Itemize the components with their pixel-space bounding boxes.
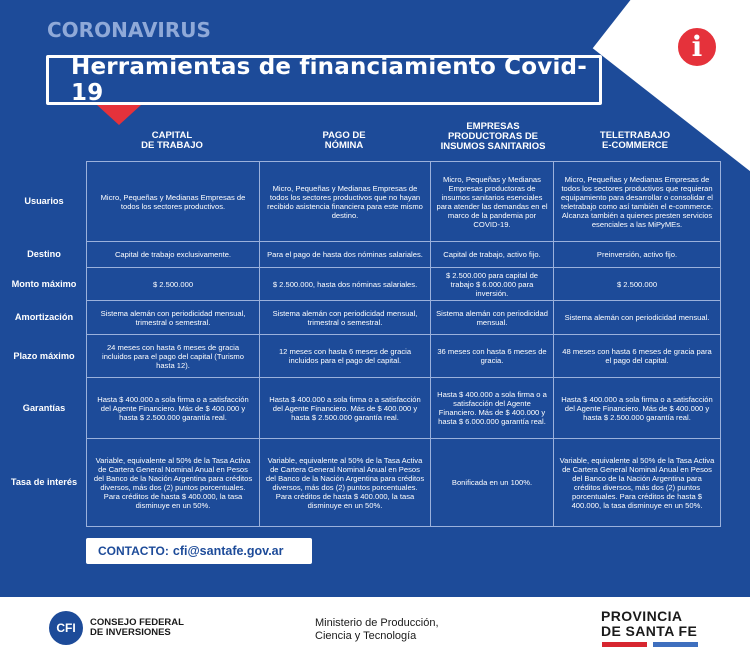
column-header-insumos	[432, 121, 554, 152]
table-cell: Preinversión, activo fijo.	[553, 241, 721, 268]
table-cell: Hasta $ 400.000 a sola firma o a satisfacción del Agente Financiero. Más de $ 400.000 y hasta $ 2.500.000 garantía real.	[553, 377, 721, 439]
table-cell: Micro, Pequeñas y Medianas Empresas de todos los sectores productivos.	[86, 161, 260, 242]
table-row-monto	[11, 267, 723, 300]
table-cell: Variable, equivalente al 50% de la Tasa Activa de Cartera General Nominal Anual en Pesos del Banco de la Nación Argentina para créditos diversos, más dos (2) puntos porcentuales. Para créditos de hasta $ 400.000, la tasa disminuye en un 50%.	[553, 438, 721, 527]
table-cell: Hasta $ 400.000 a sola firma o a satisfacción del Agente Financiero. Más de $ 400.000 y hasta $ 6.000.000 garantía real.	[430, 377, 554, 439]
table-cell: Capital de trabajo exclusivamente.	[86, 241, 260, 268]
table-cell: $ 2.500.000	[86, 267, 260, 301]
province-flag-icon	[602, 642, 698, 647]
table-cell: $ 2.500.000, hasta dos nóminas salariales.	[259, 267, 431, 301]
row-label: Monto máximo	[11, 278, 77, 289]
column-header-label: CAPITAL DE TRABAJO	[141, 130, 203, 151]
financing-table	[10, 161, 723, 526]
cfi-logo: CFI	[49, 611, 83, 645]
cfi-name-line2: DE INVERSIONES	[90, 627, 171, 638]
table-row-amortizacion	[14, 300, 723, 334]
column-header-teletrabajo	[574, 125, 696, 151]
table-cell: 24 meses con hasta 6 meses de gracia incluidos para el pago del capital (Turismo hasta 12).	[86, 334, 260, 378]
province-logo	[601, 609, 697, 639]
table-cell: 36 meses con hasta 6 meses de gracia.	[430, 334, 554, 378]
row-label: Garantías	[22, 402, 66, 413]
ministry-line2: Ciencia y Tecnología	[315, 630, 417, 642]
row-label: Tasa de interés	[10, 477, 78, 487]
table-row-usuarios	[24, 161, 723, 241]
column-header-label: EMPRESAS PRODUCTORAS DE INSUMOS SANITARIOS	[440, 121, 546, 152]
table-cell: Hasta $ 400.000 a sola firma o a satisfacción del Agente Financiero. Más de $ 400.000 y hasta $ 2.500.000 garantía real.	[259, 377, 431, 439]
contact-box	[86, 538, 312, 564]
column-header-capital	[111, 125, 233, 151]
table-row-plazo	[13, 334, 723, 377]
column-header-label: TELETRABAJO E-COMMERCE	[599, 130, 671, 151]
table-row-garantias	[22, 377, 723, 438]
province-line1: PROVINCIA	[601, 608, 683, 624]
cfi-name-line1: CONSEJO FEDERAL	[90, 617, 184, 628]
table-cell: Micro, Pequeñas y Medianas Empresas productoras de insumos sanitarios esenciales para atender las demandas en el marco de la pandemia por COVID-19.	[430, 161, 554, 242]
column-header-nomina	[283, 125, 405, 151]
page-title: Herramientas de financiamiento Covid-19	[71, 54, 587, 106]
table-cell: Sistema alemán con periodicidad mensual, trimestral o semestral.	[86, 300, 260, 335]
table-cell: Sistema alemán con periodicidad mensual, trimestral o semestral.	[259, 300, 431, 335]
info-icon: i	[675, 25, 719, 69]
table-cell: Bonificada en un 100%.	[430, 438, 554, 527]
cfi-name	[90, 618, 184, 638]
ministry-line1: Ministerio de Producción,	[315, 617, 439, 629]
row-label: Destino	[27, 249, 61, 259]
table-cell: 48 meses con hasta 6 meses de gracia para el pago del capital.	[553, 334, 721, 378]
table-cell: Sistema alemán con periodicidad mensual.	[430, 300, 554, 335]
table-cell: 12 meses con hasta 6 meses de gracia incluidos para el pago del capital.	[259, 334, 431, 378]
table-cell: $ 2.500.000 para capital de trabajo $ 6.000.000 para inversión.	[430, 267, 554, 301]
table-cell: Micro, Pequeñas y Medianas Empresas de todos los sectores productivos que requieran equipamiento para desarrollar o consolidar el teletrabajo como así también el e-commerce. Alcanza también a quienes presten servicios esenciales a las MiPyMEs.	[553, 161, 721, 242]
row-label: Usuarios	[24, 196, 64, 206]
province-line2: DE SANTA FE	[601, 623, 698, 639]
table-cell: Variable, equivalente al 50% de la Tasa Activa de Cartera General Nominal Anual en Pesos del Banco de la Nación Argentina para créditos diversos, más dos (2) puntos porcentuales. Para créditos de hasta $ 400.000, la tasa disminuye en un 50%.	[259, 438, 431, 527]
brand-title: CORONAVIRUS	[47, 18, 211, 42]
footer	[0, 597, 750, 660]
table-cell: Micro, Pequeñas y Medianas Empresas de todos los sectores productivos que no hayan recibido asistencia financiera para este mismo destino.	[259, 161, 431, 242]
title-box	[46, 55, 602, 105]
table-cell: $ 2.500.000	[553, 267, 721, 301]
table-cell: Hasta $ 400.000 a sola firma o a satisfacción del Agente Financiero. Más de $ 400.000 y hasta $ 2.500.000 garantía real.	[86, 377, 260, 439]
table-cell: Capital de trabajo, activo fijo.	[430, 241, 554, 268]
table-cell: Variable, equivalente al 50% de la Tasa Activa de Cartera General Nominal Anual en Pesos del Banco de la Nación Argentina para créditos diversos, más dos (2) puntos porcentuales. Para créditos de hasta $ 400.000, la tasa disminuye en un 50%.	[86, 438, 260, 527]
table-row-destino	[27, 241, 723, 267]
table-cell: Sistema alemán con periodicidad mensual.	[553, 300, 721, 335]
table-cell: Para el pago de hasta dos nóminas salariales.	[259, 241, 431, 268]
table-row-tasa	[10, 438, 723, 526]
pointer-triangle-icon	[97, 105, 141, 125]
row-label: Plazo máximo	[13, 350, 75, 361]
row-label: Amortización	[14, 312, 74, 322]
contact-email-link[interactable]: cfi@santafe.gov.ar	[172, 544, 284, 558]
column-header-label: PAGO DE NÓMINA	[322, 130, 366, 151]
ministry-name	[315, 617, 439, 643]
contact-label: CONTACTO:	[98, 544, 169, 558]
